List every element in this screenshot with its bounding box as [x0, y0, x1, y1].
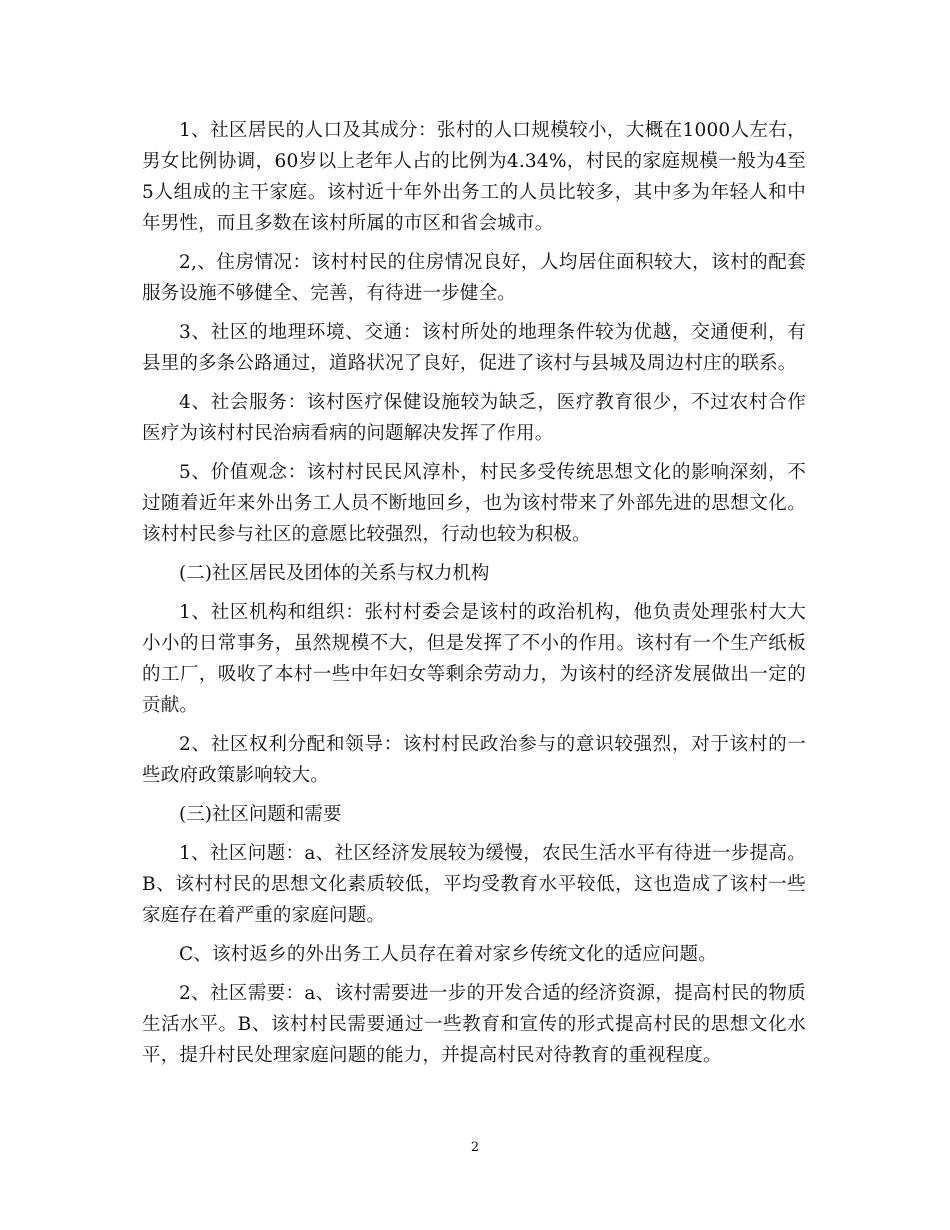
- paragraph-returnee-adaptation: C、该村返乡的外出务工人员存在着对家乡传统文化的适应问题。: [179, 944, 717, 965]
- paragraph-geography-transport: 3、社区的地理环境、交通：该村所处的地理条件较为优越，交通便利，有县里的多条公路通过，道路状况了良好，促进了该村与县城及周边村庄的联系。: [142, 322, 806, 374]
- paragraph-social-services: 4、社会服务：该村医疗保健设施较为缺乏，医疗教育很少，不过农村合作医疗为该村村民治病看病的问题解决发挥了作用。: [142, 392, 806, 444]
- paragraph-problems: 1、社区问题：a、社区经济发展较为缓慢，农民生活水平有待进一步提高。B、该村村民的思想文化素质较低，平均受教育水平较低，这也造成了该村一些家庭存在着严重的家庭问题。: [142, 843, 806, 926]
- section-heading-relations: (二)社区居民及团体的关系与权力机构: [179, 563, 490, 584]
- paragraph-housing: 2,、住房情况：该村村民的住房情况良好，人均居住面积较大，该村的配套服务设施不够健全、完善，有待进一步健全。: [142, 252, 806, 304]
- paragraph-power-distribution: 2、社区权利分配和领导：该村村民政治参与的意识较强烈，对于该村的一些政府政策影响较大。: [142, 734, 806, 786]
- paragraph-values: 5、价值观念：该村村民民风淳朴，村民多受传统思想文化的影响深刻，不过随着近年来外出务工人员不断地回乡，也为该村带来了外部先进的思想文化。该村村民参与社区的意愿比较强烈，行动也较为积极。: [142, 462, 806, 545]
- paragraph-needs: 2、社区需要：a、该村需要进一步的开发合适的经济资源，提高村民的物质生活水平。B、该村村民需要通过一些教育和宣传的形式提高村民的思想文化水平，提升村民处理家庭问题的能力，并提高村民对待教育的重视程度。: [142, 983, 806, 1066]
- page-number: 2: [470, 1140, 480, 1155]
- paragraph-institutions: 1、社区机构和组织：张村村委会是该村的政治机构，他负责处理张村大大小小的日常事务，虽然规模不大，但是发挥了不小的作用。该村有一个生产纸板的工厂，吸收了本村一些中年妇女等剩余劳动力，为该村的经济发展做出一定的贡献。: [142, 602, 806, 716]
- paragraph-population: 1、社区居民的人口及其成分：张村的人口规模较小，大概在1000人左右，男女比例协调，60岁以上老年人占的比例为4.34%，村民的家庭规模一般为4至5人组成的主干家庭。该村近十年外出务工的人员比较多，其中多为年轻人和中年男性，而且多数在该村所属的市区和省会城市。: [142, 120, 806, 234]
- section-heading-problems-needs: (三)社区问题和需要: [179, 804, 342, 825]
- document-body: [142, 115, 806, 1079]
